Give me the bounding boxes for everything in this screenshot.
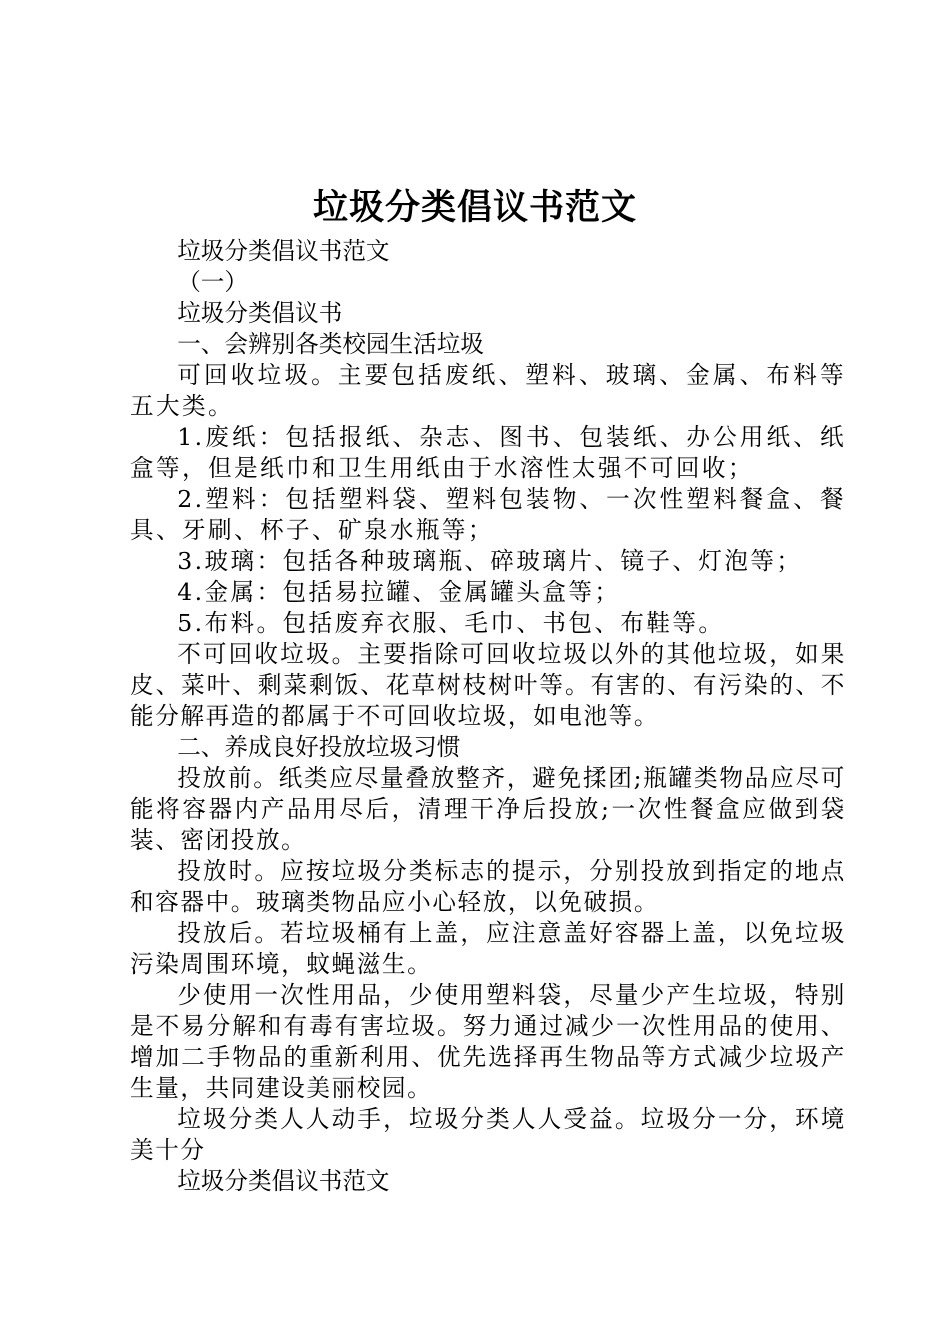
list-item-fabric: 5.布料。包括废弃衣服、毛巾、书包、布鞋等。 [177,609,725,637]
paragraph-non-recyclable: 不可回收垃圾。主要指除可回收垃圾以外的其他垃圾，如果皮、菜叶、剩菜剩饭、花草树枝树叶等。有害的、有污染的、不能分解再造的都属于不可回收垃圾，如电池等。 [130,640,846,730]
paragraph-section-number: （一） [177,268,248,296]
document-title: 垃圾分类倡议书范文 [312,187,637,228]
paragraph-before-disposal: 投放前。纸类应尽量叠放整齐，避免揉团;瓶罐类物品应尽可能将容器内产品用尽后，清理干净后投放;一次性餐盒应做到袋装、密闭投放。 [130,764,846,854]
paragraph-during-disposal: 投放时。应按垃圾分类标志的提示，分别投放到指定的地点和容器中。玻璃类物品应小心轻放，以免破损。 [130,857,846,916]
list-item-glass: 3.玻璃：包括各种玻璃瓶、碎玻璃片、镜子、灯泡等； [177,547,803,575]
paragraph-after-disposal: 投放后。若垃圾桶有上盖，应注意盖好容器上盖，以免垃圾污染周围环境，蚊蝇滋生。 [130,919,846,978]
section-heading-1: 一、会辨别各类校园生活垃圾 [177,330,484,358]
paragraph-heading-repeat: 垃圾分类倡议书范文 [177,237,390,265]
list-item-plastic: 2.塑料：包括塑料袋、塑料包装物、一次性塑料餐盒、餐具、牙刷、杯子、矿泉水瓶等； [130,485,846,544]
section-heading-2: 二、养成良好投放垃圾习惯 [177,733,461,761]
list-item-metal: 4.金属：包括易拉罐、金属罐头盒等； [177,578,621,606]
paragraph-slogan: 垃圾分类人人动手，垃圾分类人人受益。垃圾分一分，环境美十分 [130,1105,846,1164]
paragraph-subtitle: 垃圾分类倡议书 [177,299,343,327]
paragraph-recyclable: 可回收垃圾。主要包括废纸、塑料、玻璃、金属、布料等五大类。 [130,361,846,420]
paragraph-reduce-waste: 少使用一次性用品，少使用塑料袋，尽量少产生垃圾，特别是不易分解和有毒有害垃圾。努力通过减少一次性用品的使用、增加二手物品的重新利用、优先选择再生物品等方式减少垃圾产生量，共同建设美丽校园。 [130,981,846,1102]
paragraph-heading-repeat-2: 垃圾分类倡议书范文 [177,1167,390,1195]
list-item-paper: 1.废纸：包括报纸、杂志、图书、包装纸、办公用纸、纸盒等，但是纸巾和卫生用纸由于水溶性太强不可回收； [130,423,846,482]
document-body [130,236,846,1197]
